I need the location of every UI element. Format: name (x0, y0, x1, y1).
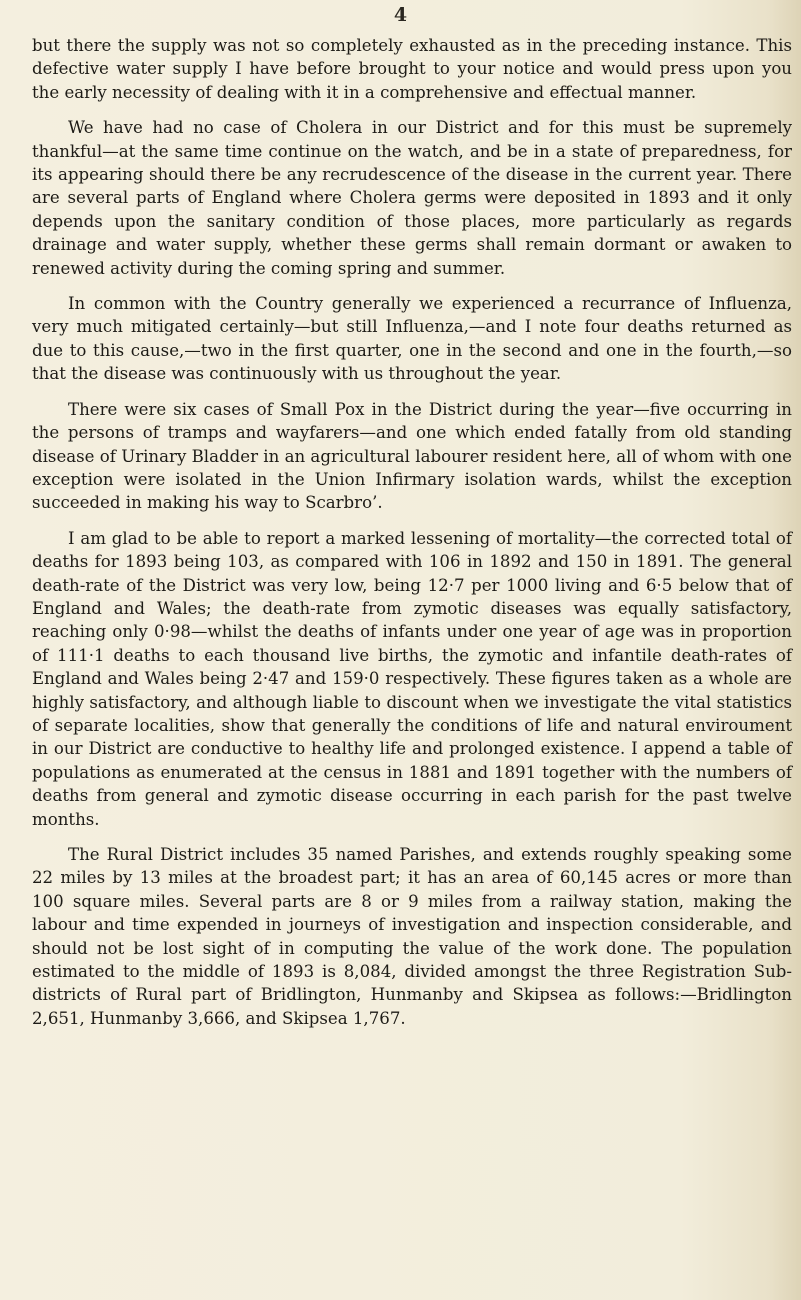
paragraph-cholera: We have had no case of Cholera in our District and for this must be supremely thankful—at the same time continue on the watch, and be in a state of preparedness, for its appearing should there be any recrudescence of the disease in the current year. There are several parts of England where Cholera germs were deposited in 1893 and it only depends upon the sanitary condition of those places, more particularly as regards drainage and water supply, whether these germs shall remain dormant or awaken to renewed activity during the coming spring and summer. (32, 118, 792, 278)
report-body (32, 34, 792, 1042)
paragraph-mortality: I am glad to be able to report a marked lessening of mortality—the corrected total of deaths for 1893 being 103, as compared with 106 in 1892 and 150 in 1891. The general death-rate of the District was very low, being 12·7 per 1000 living and 6·5 below that of England and Wales; the death-rate from zymotic diseases was equally satisfactory, reaching only 0·98—whilst the deaths of infants under one year of age was in proportion of 111·1 deaths to each thousand live births, the zymotic and infantile death-rates of England and Wales being 2·47 and 159·0 respectively. These figures taken as a whole are highly satisfactory, and although liable to discount when we investigate the vital statistics of separate localities, show that generally the conditions of life and natural enviroument in our District are conductive to healthy life and prolonged existence. I append a table of populations as enumerated at the census in 1881 and 1891 together with the numbers of deaths from general and zymotic disease occurring in each parish for the past twelve months. (32, 528, 792, 829)
paragraph-water-supply: but there the supply was not so completely exhausted as in the preceding instance. This defective water supply I have before brought to your notice and would press upon you the early necessity of dealing with it in a comprehensive and effectual manner. (32, 36, 792, 102)
page-number: 4 (393, 4, 408, 26)
paragraph-rural-district: The Rural District includes 35 named Parishes, and extends roughly speaking some 22 miles by 13 miles at the broadest part; it has an area of 60,145 acres or more than 100 square miles. Several parts are 8 or 9 miles from a railway station, making the labour and time expended in journeys of investigation and inspection considerable, and should not be lost sight of in computing the value of the work done. The population estimated to the middle of 1893 is 8,084, divided amongst the three Registration Sub-districts of Rural part of Bridlington, Hunmanby and Skipsea as follows:—Bridlington 2,651, Hunmanby 3,666, and Skipsea 1,767. (32, 845, 792, 1028)
paragraph-influenza: In common with the Country generally we experienced a recurrance of Influenza, very much mitigated certainly—but still Influenza,—and I note four deaths returned as due to this cause,—two in the first quarter, one in the second and one in the fourth,—so that the disease was continuously with us throughout the year. (32, 294, 792, 384)
paragraph-small-pox: There were six cases of Small Pox in the District during the year—five occurring in the persons of tramps and wayfarers—and one which ended fatally from old standing disease of Urinary Bladder in an agricultural labourer resident here, all of whom with one exception were isolated in the Union Infirmary isolation wards, whilst the exception succeeded in making his way to Scarbro’. (32, 399, 792, 513)
